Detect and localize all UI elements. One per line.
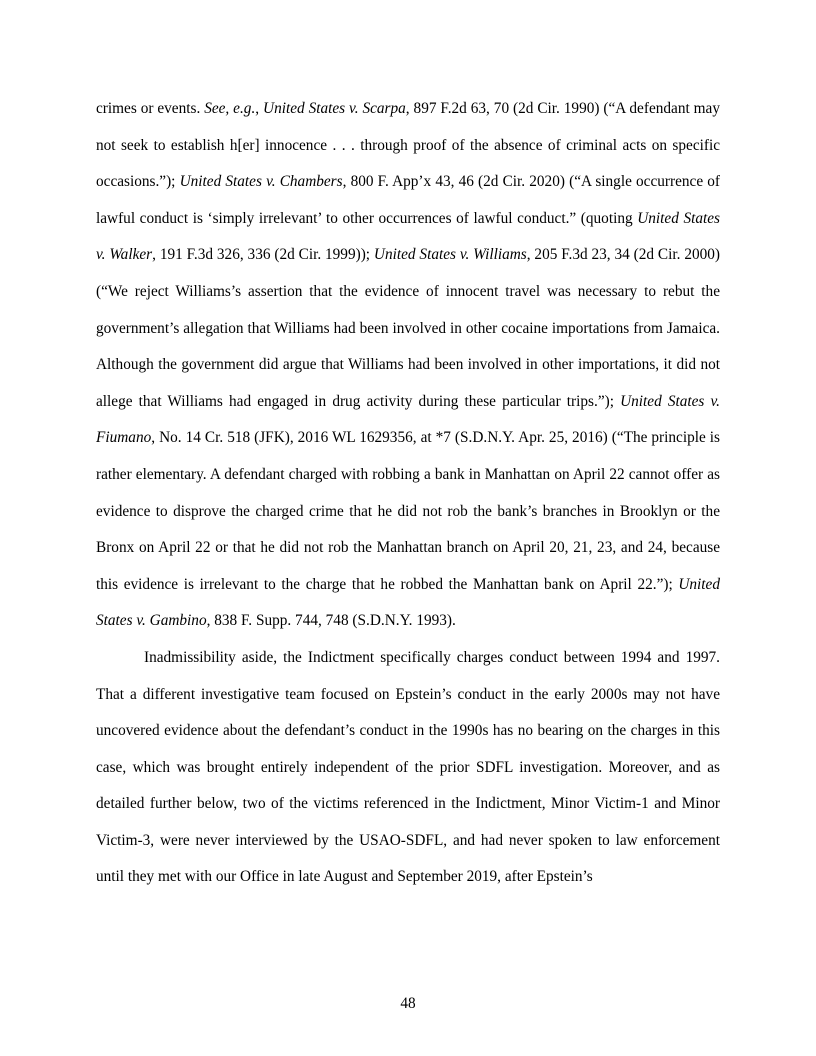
paragraph-inadmissibility: Inadmissibility aside, the Indictment specifically charges conduct between 1994 and 1997. That a different investigative team focused on Epstein’s conduct in the early 2000s may not have uncovered evidence about the defendant’s conduct in the 1990s has no bearing on the charges in this case, which was brought entirely independent of the prior SDFL investigation. Moreover, and as detailed further below, two of the victims referenced in the Indictment, Minor Victim-1 and Minor Victim-3, were never interviewed by the USAO-SDFL, and had never spoken to law enforcement until they met with our Office in late August and September 2019, after Epstein’s bbox=[96, 648, 720, 886]
case-name-fiumano: United States v. Fiumano bbox=[96, 392, 720, 447]
text-run: , No. 14 Cr. 518 (JFK), 2016 WL 1629356, at *7 (S.D.N.Y. Apr. 25, 2016) (“The principle is rather elementary. A defendant charged with robbing a bank in Manhattan on April 22 cannot offer as evidence to disprove the charged crime that he did not rob the bank’s branches in Brooklyn or the Bronx on April 22 or that he did not rob the Manhattan branch on April 20, 21, 23, and 24, because this evidence is irrelevant to the charge that he robbed the Manhattan bank on April 22.”); bbox=[96, 429, 720, 593]
page-number: 48 bbox=[400, 995, 416, 1012]
case-name-williams: United States v. Williams bbox=[373, 246, 527, 264]
text-run: crimes or events. bbox=[96, 100, 205, 117]
case-name-chambers: United States v. Chambers bbox=[179, 173, 343, 191]
text-run: , 191 F.3d 326, 336 (2d Cir. 1999)); bbox=[152, 246, 374, 264]
case-name-scarpa: United States v. Scarpa bbox=[263, 100, 406, 117]
text-run: , 897 F.2d 63, 70 (2d Cir. 1990) (“A defendant may not seek to establish h[er] innocence . . . through proof of the absence of criminal acts on specific occasions.”); bbox=[96, 100, 720, 191]
text-run: , 800 F. App’x 43, 46 (2d Cir. 2020) (“A single occurrence of lawful conduct is ‘simply irrelevant’ to other occurrences of lawful conduct.” (quoting bbox=[96, 173, 721, 227]
text-run: , bbox=[255, 100, 264, 117]
body-text bbox=[96, 91, 720, 896]
text-run: , 838 F. Supp. 744, 748 (S.D.N.Y. 1993). bbox=[206, 612, 456, 630]
signal-citation: See, e.g. bbox=[204, 100, 256, 117]
case-name-gambino: United States v. Gambino bbox=[96, 575, 720, 630]
case-name-walker: United States v. Walker bbox=[96, 209, 720, 264]
paragraph-citations bbox=[96, 91, 720, 640]
text-run: , 205 F.3d 23, 34 (2d Cir. 2000) (“We reject Williams’s assertion that the evidence of innocent travel was necessary to rebut the government’s allegation that Williams had been involved in other cocaine importations from Jamaica. Although the government did argue that Williams had been involved in other importations, it did not allege that Williams had engaged in drug activity during these particular trips.”); bbox=[96, 246, 721, 410]
